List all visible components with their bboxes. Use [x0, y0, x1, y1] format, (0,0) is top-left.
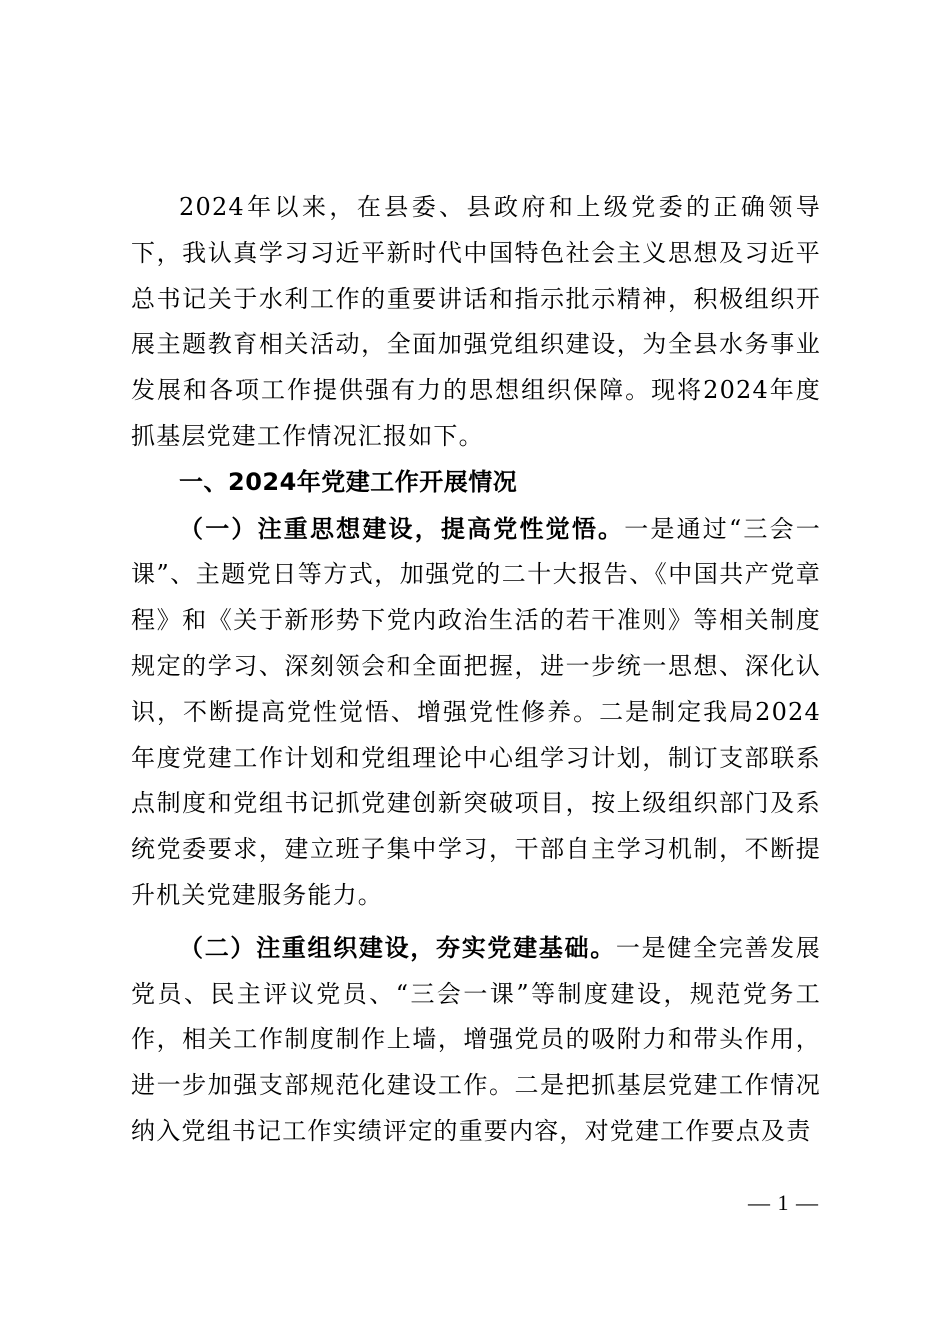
- subsection-2-lead: （二）注重组织建设，夯实党建基础。: [179, 932, 616, 962]
- subsection-1-lead: （一）注重思想建设，提高党性觉悟。: [179, 513, 625, 543]
- subsection-1-paragraph: [131, 506, 821, 919]
- subsection-2-paragraph: [131, 925, 821, 1155]
- intro-paragraph: [131, 185, 821, 460]
- section-heading: 一、2024年党建工作开展情况: [179, 467, 518, 496]
- subsection-2-text: 一是健全完善发展党员、民主评议党员、“三会一课”等制度建设，规范党务工作，相关工作制度制作上墙，增强党员的吸附力和带头作用，进一步加强支部规范化建设工作。二是把抓基层党建工作情况纳入党组书记工作实绩评定的重要内容，对党建工作要点及责: [131, 933, 821, 1145]
- document-body: [131, 185, 821, 1155]
- subsection-1-text: 一是通过“三会一课”、主题党日等方式，加强党的二十大报告、《中国共产党章程》和《关于新形势下党内政治生活的若干准则》等相关制度规定的学习、深刻领会和全面把握，进一步统一思想、深化认识，不断提高党性觉悟、增强党性修养。二是制定我局2024年度党建工作计划和党组理论中心组学习计划，制订支部联系点制度和党组书记抓党建创新突破项目，按上级组织部门及系统党委要求，建立班子集中学习，干部自主学习机制，不断提升机关党建服务能力。: [131, 514, 821, 909]
- intro-paragraph-text: 2024年以来，在县委、县政府和上级党委的正确领导下，我认真学习习近平新时代中国特色社会主义思想及习近平总书记关于水利工作的重要讲话和指示批示精神，积极组织开展主题教育相关活动，全面加强党组织建设，为全县水务事业发展和各项工作提供强有力的思想组织保障。现将2024年度抓基层党建工作情况汇报如下。: [131, 193, 821, 450]
- page-number: — 1 —: [748, 1190, 819, 1215]
